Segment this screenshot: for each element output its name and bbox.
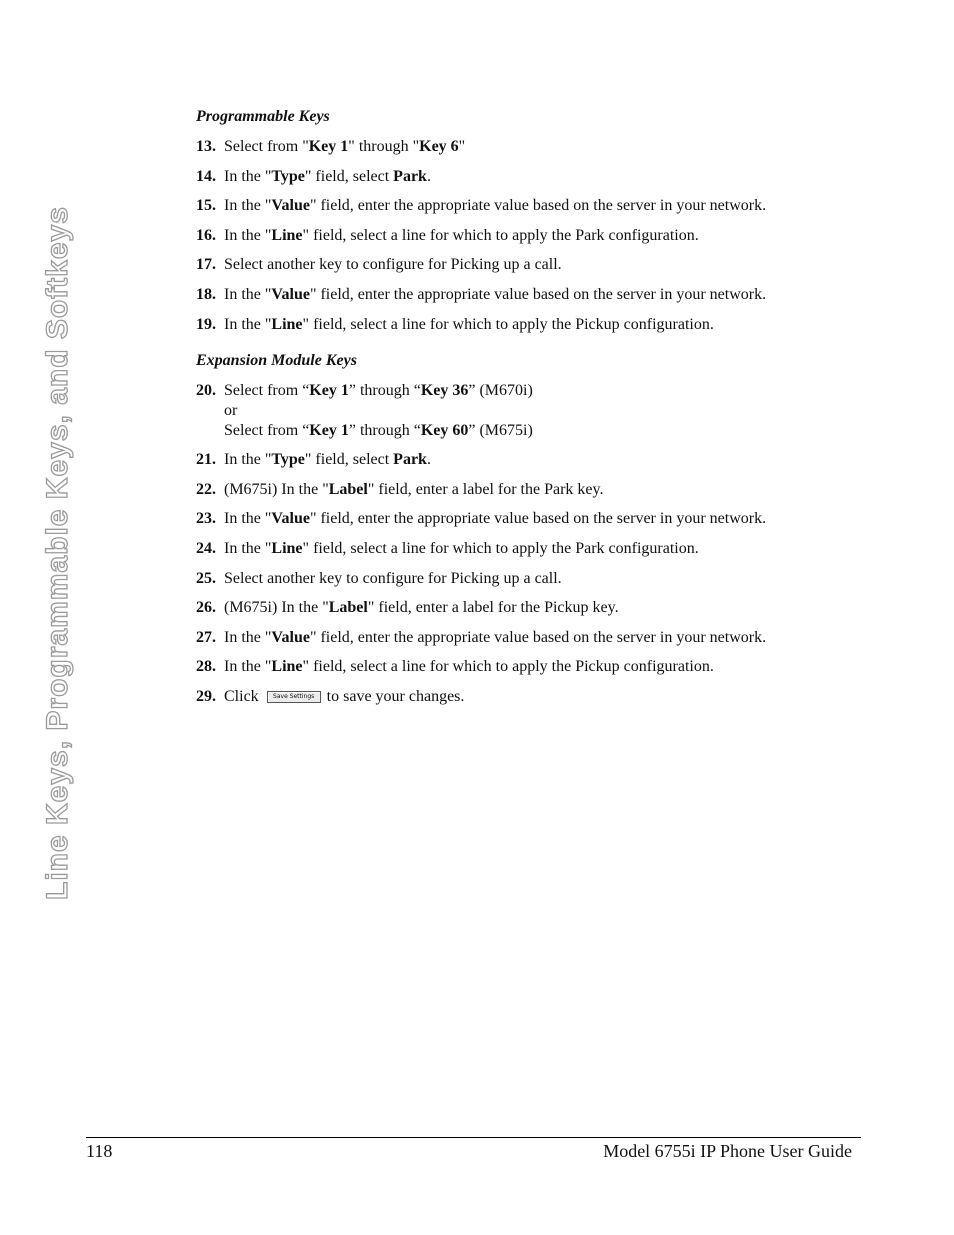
step-text: ” through “ [348, 381, 421, 399]
step-28 [196, 657, 836, 677]
step-text: . [426, 167, 431, 185]
step-bold: Value [271, 628, 310, 646]
step-text: " field, enter the appropriate value based on the server in your network. [309, 285, 767, 303]
step-text: " field, enter a label for the Park key. [367, 480, 604, 498]
step-number: 25. [196, 569, 216, 587]
step-text: Select from “ [224, 381, 310, 399]
step-27 [196, 628, 836, 648]
step-17 [196, 255, 836, 275]
step-number: 27. [196, 628, 216, 646]
step-text: In the " [224, 167, 272, 185]
step-text: " field, select [304, 451, 394, 469]
step-bold: Key 6 [419, 138, 459, 155]
step-text: (M675i) In the " [224, 599, 329, 617]
step-text: ” (M675i) [468, 421, 533, 439]
step-26 [196, 598, 836, 618]
step-25 [196, 569, 836, 589]
step-text: or [224, 401, 238, 419]
step-bold: Line [271, 539, 303, 557]
step-text: Click [224, 687, 259, 705]
step-text: In the " [224, 658, 272, 676]
step-number: 18. [196, 285, 216, 303]
step-22 [196, 480, 836, 500]
step-bold: Line [271, 658, 303, 676]
step-text: to save your changes. [326, 687, 465, 705]
step-text: In the " [224, 451, 272, 469]
step-bold: Key 36 [420, 381, 469, 399]
step-text: " field, enter the appropriate value based on the server in your network. [309, 197, 767, 215]
step-bold: Line [271, 226, 303, 244]
step-bold: Type [271, 451, 305, 469]
step-text: In the " [224, 315, 272, 333]
step-24 [196, 539, 836, 559]
step-number: 23. [196, 510, 216, 528]
step-13 [196, 137, 836, 157]
step-bold: Value [271, 285, 310, 303]
step-text: In the " [224, 197, 272, 215]
step-bold: Park [393, 167, 427, 185]
step-text: " field, select a line for which to apply the Park configuration. [302, 226, 699, 244]
page-number: 118 [86, 1141, 113, 1161]
step-21 [196, 450, 836, 470]
step-text: In the " [224, 628, 272, 646]
step-bold: Key 60 [420, 421, 469, 439]
document-content [196, 107, 836, 707]
step-number: 19. [196, 315, 216, 333]
step-bold: Label [328, 480, 368, 498]
section-heading-expansion-module-keys: Expansion Module Keys [196, 351, 357, 369]
step-number: 29. [196, 687, 216, 705]
step-bold: Value [271, 197, 310, 215]
step-bold: Value [271, 510, 310, 528]
step-text: Select from “ [224, 421, 310, 439]
step-number: 15. [196, 197, 216, 215]
guide-title: Model 6755i IP Phone User Guide [603, 1141, 852, 1161]
step-15 [196, 196, 836, 216]
step-text: In the " [224, 510, 272, 528]
step-text: " field, enter the appropriate value based on the server in your network. [309, 510, 767, 528]
step-text: " field, select a line for which to apply the Pickup configuration. [302, 658, 714, 676]
step-text: . [426, 451, 431, 469]
side-chapter-title: Line Keys, Programmable Keys, and Softkeys [41, 206, 74, 900]
step-number: 20. [196, 381, 216, 399]
step-number: 24. [196, 539, 216, 557]
step-text: " field, enter a label for the Pickup key. [367, 599, 619, 617]
step-number: 21. [196, 451, 216, 469]
step-text: In the " [224, 285, 272, 303]
step-text: " field, select a line for which to apply the Park configuration. [302, 539, 699, 557]
step-number: 26. [196, 599, 216, 617]
save-settings-button[interactable]: Save Settings [267, 691, 321, 703]
step-bold: Key 1 [309, 381, 349, 399]
step-14 [196, 167, 836, 187]
section-heading-programmable-keys: Programmable Keys [196, 108, 330, 125]
step-text: In the " [224, 226, 272, 244]
step-number: 22. [196, 480, 216, 498]
step-text: " through " [348, 138, 420, 155]
step-number: 16. [196, 226, 216, 244]
step-20 [196, 381, 836, 441]
step-text: Select from " [224, 138, 309, 155]
step-23 [196, 509, 836, 529]
step-text: " field, enter the appropriate value based on the server in your network. [309, 628, 767, 646]
step-text: ” through “ [348, 421, 421, 439]
step-text: Select another key to configure for Picking up a call. [224, 256, 562, 274]
step-bold: Label [328, 599, 368, 617]
step-number: 13. [196, 138, 216, 155]
step-number: 14. [196, 167, 216, 185]
step-text: In the " [224, 539, 272, 557]
step-16 [196, 226, 836, 246]
step-bold: Type [271, 167, 305, 185]
step-bold: Line [271, 315, 303, 333]
step-29 [196, 687, 836, 707]
step-text: " [458, 138, 466, 155]
step-text: Select another key to configure for Picking up a call. [224, 569, 562, 587]
step-text: ” (M670i) [468, 381, 533, 399]
step-text: " field, select a line for which to apply the Pickup configuration. [302, 315, 714, 333]
step-bold: Key 1 [309, 421, 349, 439]
step-18 [196, 285, 836, 305]
step-number: 17. [196, 256, 216, 274]
footer-divider [86, 1137, 861, 1138]
step-number: 28. [196, 658, 216, 676]
step-bold: Key 1 [308, 138, 349, 155]
step-text: " field, select [304, 167, 394, 185]
step-19 [196, 315, 836, 335]
step-text: (M675i) In the " [224, 480, 329, 498]
step-bold: Park [393, 451, 427, 469]
